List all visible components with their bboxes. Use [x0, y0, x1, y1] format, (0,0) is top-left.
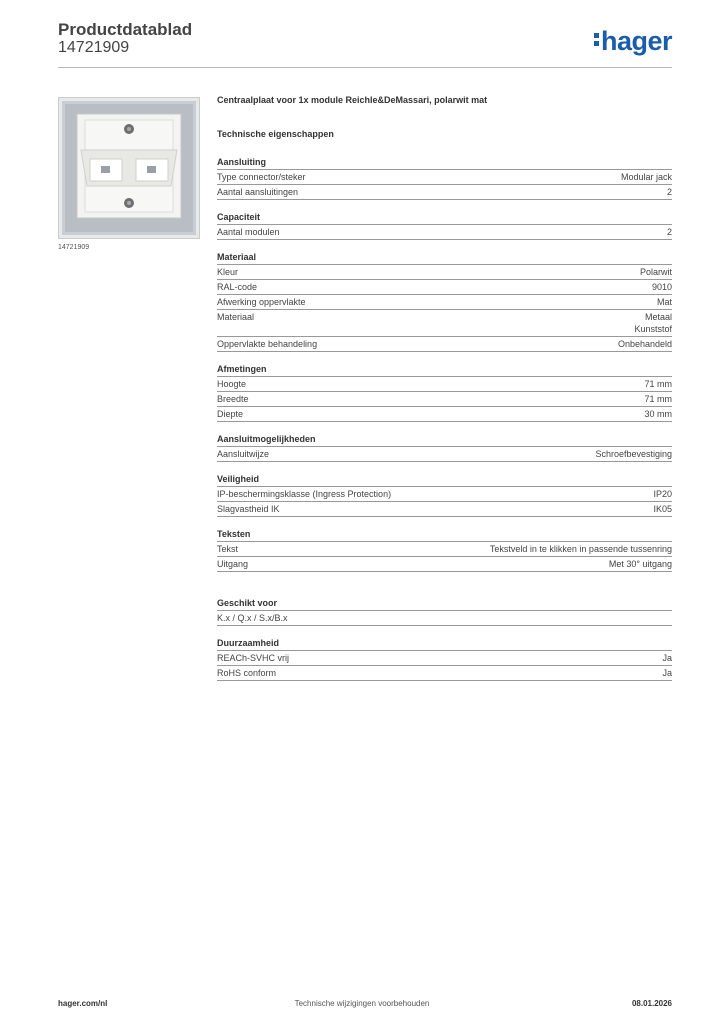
spec-label: Slagvastheid IK [217, 504, 280, 514]
logo-text: hager [600, 26, 672, 56]
spec-value: Ja [662, 668, 672, 678]
spec-label: Hoogte [217, 379, 247, 389]
spec-value: Ja [662, 653, 672, 663]
spec-label: Aantal modulen [217, 227, 280, 237]
spec-row [217, 280, 672, 295]
section-spacer [217, 583, 672, 597]
spec-row [217, 337, 672, 352]
spec-label: Type connector/steker [217, 172, 306, 182]
spec-label: Kleur [217, 267, 239, 277]
spec-value: 71 mm [644, 379, 672, 389]
section-title: Aansluiting [217, 156, 672, 170]
spec-label: Breedte [217, 394, 249, 404]
section-afmetingen [217, 363, 672, 422]
product-image [58, 97, 200, 239]
spec-label: Diepte [217, 409, 244, 419]
spec-row [217, 502, 672, 517]
spec-value: Met 30° uitgang [608, 559, 672, 569]
footer-disclaimer: Technische wijzigingen voorbehouden [294, 999, 430, 1008]
spec-row [217, 185, 672, 200]
section-duurzaamheid [217, 637, 672, 681]
spec-value: 71 mm [644, 394, 672, 404]
section-title: Aansluitmogelijkheden [217, 433, 672, 447]
spec-value: 30 mm [644, 409, 672, 419]
section-materiaal [217, 251, 672, 352]
hager-logo [594, 26, 672, 57]
section-title: Teksten [217, 528, 672, 542]
section-aansluitmogelijkheden [217, 433, 672, 462]
spec-label: K.x / Q.x / S.x/B.x [217, 613, 288, 623]
spec-value: Onbehandeld [617, 339, 672, 349]
wall-plate-icon [59, 98, 199, 238]
page-title: Productdatablad [58, 20, 193, 39]
header-divider [58, 67, 672, 68]
section-title: Geschikt voor [217, 597, 672, 611]
footer-website-link[interactable]: hager.com/nl [58, 999, 108, 1008]
spec-row [217, 447, 672, 462]
spec-row [217, 265, 672, 280]
spec-row [217, 407, 672, 422]
spec-row [217, 392, 672, 407]
spec-value: Polarwit [639, 267, 672, 277]
spec-label: Aantal aansluitingen [217, 187, 299, 197]
spec-value: 9010 [651, 282, 672, 292]
section-teksten [217, 528, 672, 572]
spec-content [217, 94, 672, 692]
spec-row [217, 377, 672, 392]
spec-value: IP20 [653, 489, 672, 499]
spec-value [634, 311, 672, 335]
image-caption: 14721909 [58, 244, 90, 251]
footer-date: 08.01.2026 [631, 999, 672, 1008]
spec-row [217, 310, 672, 337]
spec-label: Tekst [217, 544, 239, 554]
section-capaciteit [217, 211, 672, 240]
spec-value-line: Kunststof [634, 324, 672, 334]
spec-value: Schroefbevestiging [595, 449, 672, 459]
spec-row [217, 295, 672, 310]
spec-row [217, 487, 672, 502]
spec-row [217, 225, 672, 240]
spec-row [217, 666, 672, 681]
spec-label: RoHS conform [217, 668, 277, 678]
spec-label: REACh-SVHC vrij [217, 653, 290, 663]
spec-row [217, 542, 672, 557]
spec-label: Oppervlakte behandeling [217, 339, 318, 349]
spec-value: Mat [656, 297, 672, 307]
spec-row [217, 557, 672, 572]
spec-label: IP-beschermingsklasse (Ingress Protection) [217, 489, 392, 499]
spec-label: Aansluitwijze [217, 449, 270, 459]
spec-row [217, 170, 672, 185]
section-title: Afmetingen [217, 363, 672, 377]
spec-value: Modular jack [620, 172, 672, 182]
section-title: Duurzaamheid [217, 637, 672, 651]
spec-label: Uitgang [217, 559, 249, 569]
section-title: Capaciteit [217, 211, 672, 225]
spec-label: Materiaal [217, 312, 255, 322]
spec-value: 2 [666, 227, 672, 237]
spec-label: Afwerking oppervlakte [217, 297, 306, 307]
technical-properties-heading: Technische eigenschappen [217, 129, 334, 139]
spec-label: RAL-code [217, 282, 258, 292]
logo-colon-icon [594, 30, 599, 49]
section-title: Veiligheid [217, 473, 672, 487]
section-veiligheid [217, 473, 672, 517]
section-title: Materiaal [217, 251, 672, 265]
article-number: 14721909 [58, 39, 130, 56]
section-geschikt-voor [217, 597, 672, 626]
spec-row [217, 611, 672, 626]
section-aansluiting [217, 156, 672, 200]
spec-value: IK05 [653, 504, 672, 514]
spec-value: 2 [666, 187, 672, 197]
spec-value: Tekstveld in te klikken in passende tussenring [489, 544, 672, 554]
spec-value-line: Metaal [644, 312, 672, 322]
spec-row [217, 651, 672, 666]
product-description: Centraalplaat voor 1x module Reichle&DeMassari, polarwit mat [217, 95, 488, 105]
